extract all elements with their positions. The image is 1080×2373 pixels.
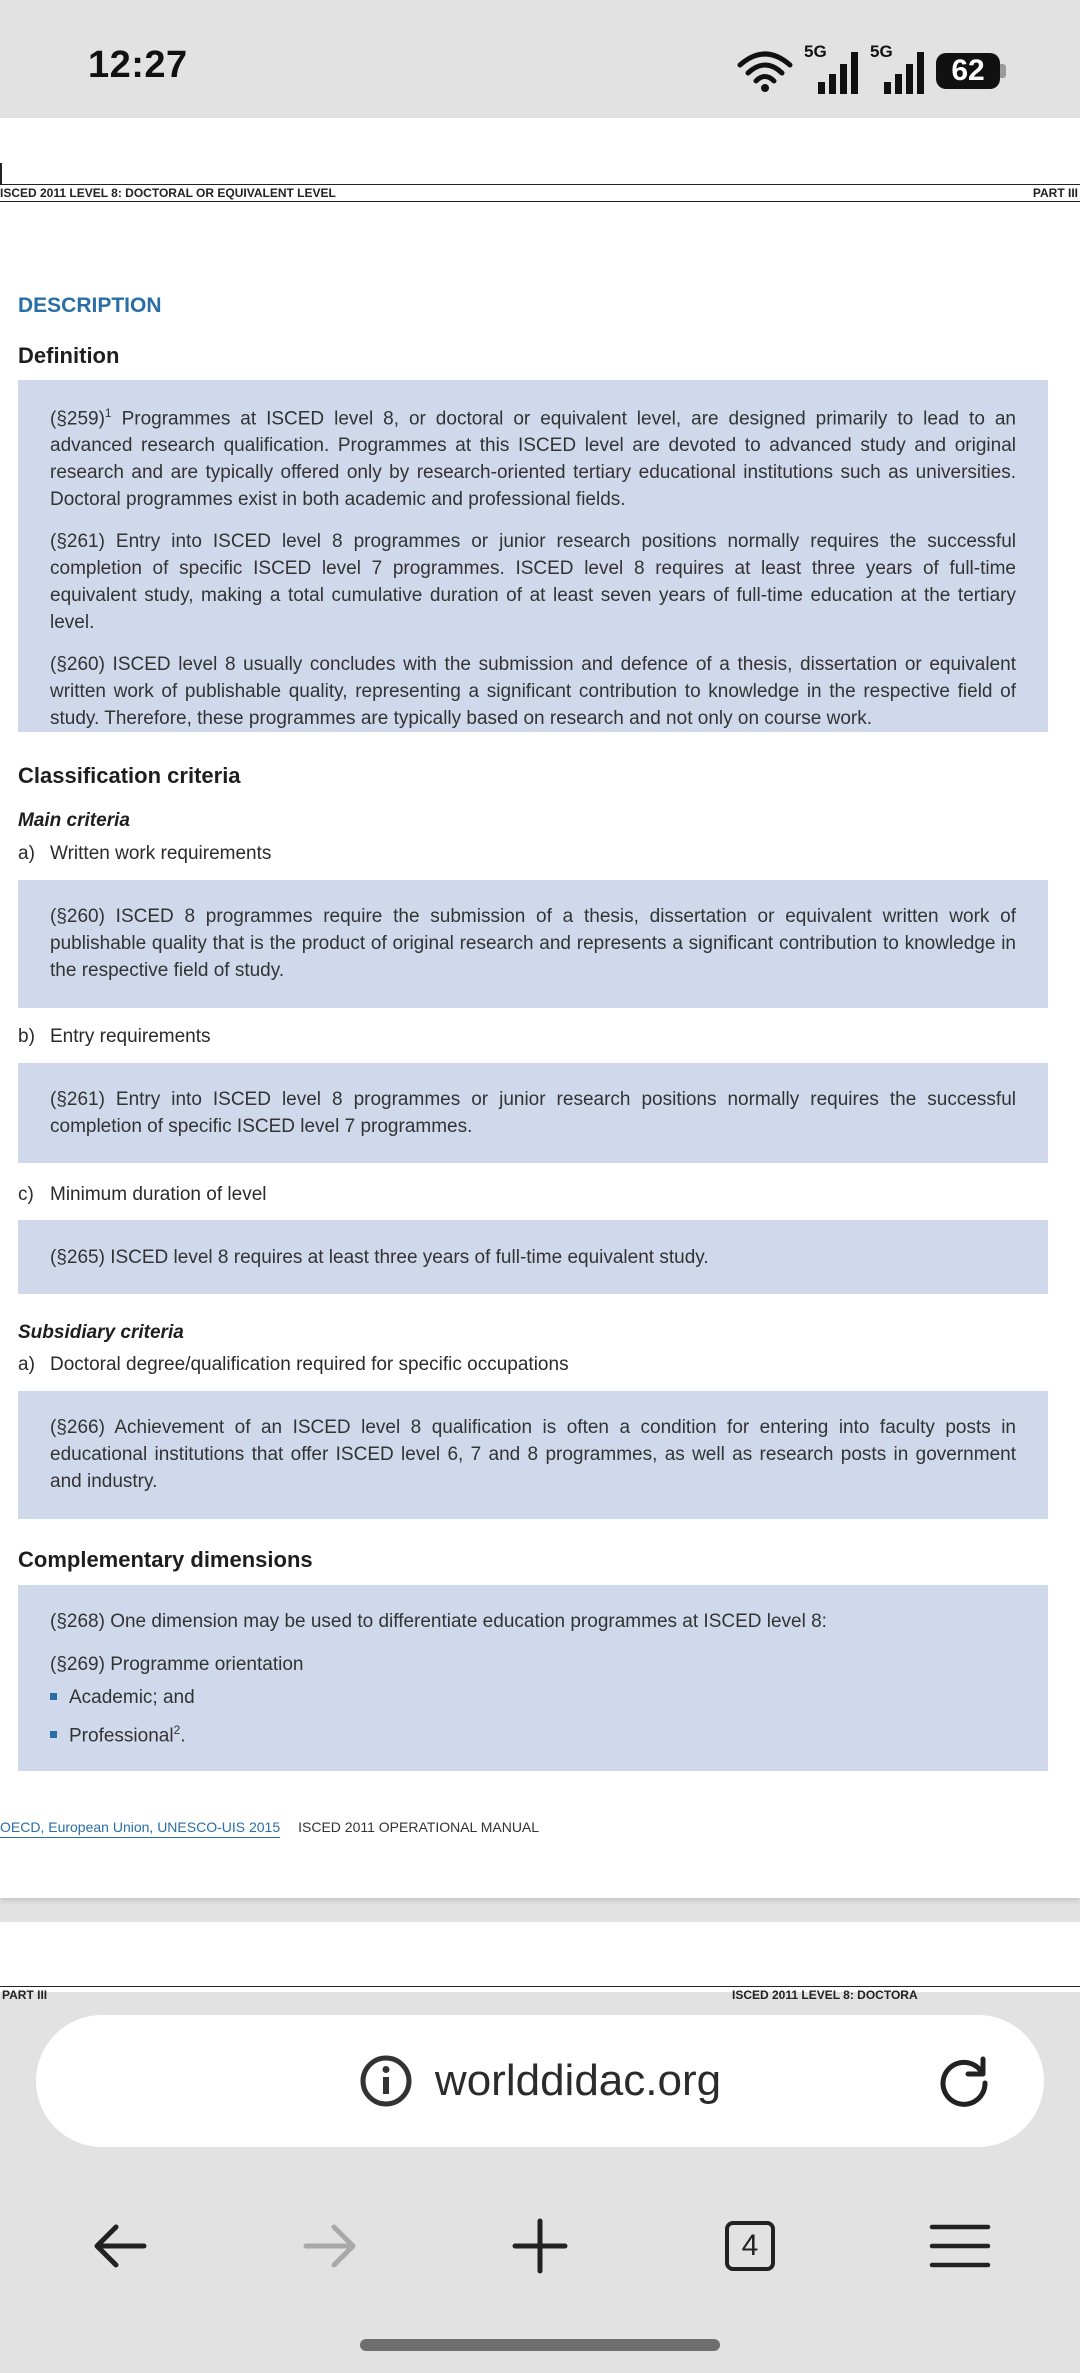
criterion-box: [18, 880, 1048, 1008]
address-bar[interactable]: [36, 2015, 1044, 2147]
next-page-header-rule: [0, 1986, 1080, 1987]
bullet-item: [50, 1684, 1016, 1711]
complementary-heading: Complementary dimensions: [18, 1547, 313, 1572]
url-text[interactable]: worlddidac.org: [434, 2056, 722, 2105]
clock: 12:27: [88, 44, 188, 86]
new-tab-button[interactable]: [490, 2196, 590, 2296]
definition-paragraph: [50, 400, 1016, 513]
status-icons: [736, 44, 1000, 98]
signal-bars-icon: [870, 46, 926, 96]
network-type-label: 5G: [804, 42, 827, 61]
site-info-icon[interactable]: [359, 2054, 413, 2108]
footer-manual-title: ISCED 2011 OPERATIONAL MANUAL: [298, 1819, 540, 1835]
criterion-item: [18, 1026, 211, 1048]
criterion-text: (§260) ISCED 8 programmes require the submission of a thesis, dissertation or equivalent written work of publishable quality that is the product of original research and represents a significant contribution to knowledge in the respective field of study.: [50, 906, 1016, 981]
definition-box: [18, 380, 1048, 732]
back-button[interactable]: [70, 2196, 170, 2296]
status-bar: [0, 0, 1080, 118]
bullet-text: Academic; and: [69, 1687, 195, 1708]
header-tick: [0, 163, 2, 185]
criterion-text: (§266) Achievement of an ISCED level 8 qualification is often a condition for entering into faculty posts in educational institutions that offer ISCED level 6, 7 and 8 programmes, as well as research posts in government and industry.: [50, 1417, 1016, 1492]
paragraph-ref: (§259): [50, 408, 105, 430]
bullet-text: Professional: [69, 1725, 174, 1747]
criterion-text: (§261) Entry into ISCED level 8 programmes or junior research positions normally requires the successful completion of specific ISCED level 7 programmes.: [50, 1089, 1016, 1137]
next-pdf-page[interactable]: [0, 1922, 1080, 2002]
item-label: Minimum duration of level: [50, 1184, 267, 1205]
item-label: Written work requirements: [50, 843, 272, 864]
definition-paragraph: (§261) Entry into ISCED level 8 programmes or junior research positions normally requires the successful completion of specific ISCED level 7 programmes. ISCED level 8 requires at least three years of full-time equivalent study, making a total cumulative duration of at least seven years of full-time education at the tertiary level.: [50, 531, 1016, 634]
item-letter: b): [18, 1026, 35, 1047]
main-criteria-heading: Main criteria: [18, 810, 130, 831]
criterion-box: [18, 1220, 1048, 1294]
footer-copyright-link[interactable]: OECD, European Union, UNESCO-UIS 2015: [0, 1819, 280, 1838]
menu-button[interactable]: [910, 2196, 1010, 2296]
battery-icon: 62: [936, 53, 1000, 89]
cell-signal-2: [870, 42, 926, 96]
footnote-ref[interactable]: 2: [173, 1723, 181, 1737]
plus-icon: [512, 2218, 568, 2274]
running-header-part: PART III: [1032, 186, 1078, 200]
criterion-item: [18, 843, 271, 865]
next-page-header-part: PART III: [2, 1988, 48, 2002]
definition-heading: Definition: [18, 343, 120, 368]
bullet-marker: [50, 1693, 57, 1700]
network-type-label: 5G: [870, 42, 893, 61]
forward-button[interactable]: [280, 2196, 380, 2296]
wifi-icon: [736, 49, 794, 93]
complementary-paragraph: (§268) One dimension may be used to differentiate education programmes at ISCED level 8:: [50, 1611, 827, 1632]
bullet-item: [50, 1717, 1016, 1749]
reload-icon[interactable]: [936, 2055, 992, 2111]
address-bar-content: [36, 2015, 1044, 2147]
criterion-box: [18, 1391, 1048, 1519]
paragraph-text: Programmes at ISCED level 8, or doctoral or equivalent level, are designed primarily to lead to an advanced research qualification. Programmes at this ISCED level are devoted to advanced study and original research and are typically offered only by research-oriented tertiary educational institutions such as universities. Doctoral programmes exist in both academic and professional fields.: [50, 408, 1016, 511]
subsidiary-criteria-heading: Subsidiary criteria: [18, 1322, 184, 1343]
arrow-left-icon: [92, 2221, 148, 2271]
pdf-page[interactable]: [0, 118, 1080, 1898]
cell-signal-1: [804, 42, 860, 96]
tab-count: 4: [725, 2221, 775, 2271]
item-label: Entry requirements: [50, 1026, 211, 1047]
hamburger-menu-icon: [930, 2223, 990, 2269]
next-page-header-title: ISCED 2011 LEVEL 8: DOCTORA: [732, 1988, 918, 2002]
criterion-item: [18, 1354, 569, 1376]
browser-nav-bar: [0, 2196, 1080, 2296]
bullet-marker: [50, 1731, 57, 1738]
arrow-right-icon: [302, 2221, 358, 2271]
running-header-title: ISCED 2011 LEVEL 8: DOCTORAL OR EQUIVALENT LEVEL: [0, 186, 336, 200]
item-letter: a): [18, 843, 35, 864]
complementary-box: [18, 1585, 1048, 1771]
criterion-text: (§265) ISCED level 8 requires at least three years of full-time equivalent study.: [50, 1247, 709, 1268]
page-footer: [0, 1819, 539, 1835]
signal-bars-icon: [804, 46, 860, 96]
section-label: DESCRIPTION: [18, 294, 162, 317]
item-letter: a): [18, 1354, 35, 1375]
item-letter: c): [18, 1184, 34, 1205]
item-label: Doctoral degree/qualification required for specific occupations: [50, 1354, 569, 1375]
criterion-box: [18, 1063, 1048, 1163]
home-indicator[interactable]: [360, 2339, 720, 2351]
tab-switcher-button[interactable]: [700, 2196, 800, 2296]
definition-paragraph: (§260) ISCED level 8 usually concludes with the submission and defence of a thesis, dissertation or equivalent written work of publishable quality, representing a significant contribution to knowledge in the respective field of study. Therefore, these programmes are typically based on research and not only on course work.: [50, 654, 1016, 730]
complementary-paragraph: (§269) Programme orientation: [50, 1654, 304, 1675]
criterion-item: [18, 1184, 266, 1206]
footnote-ref[interactable]: 1: [104, 406, 112, 420]
bullet-punctuation: .: [180, 1725, 186, 1747]
classification-heading: Classification criteria: [18, 763, 241, 788]
page-running-header: [0, 184, 1080, 202]
